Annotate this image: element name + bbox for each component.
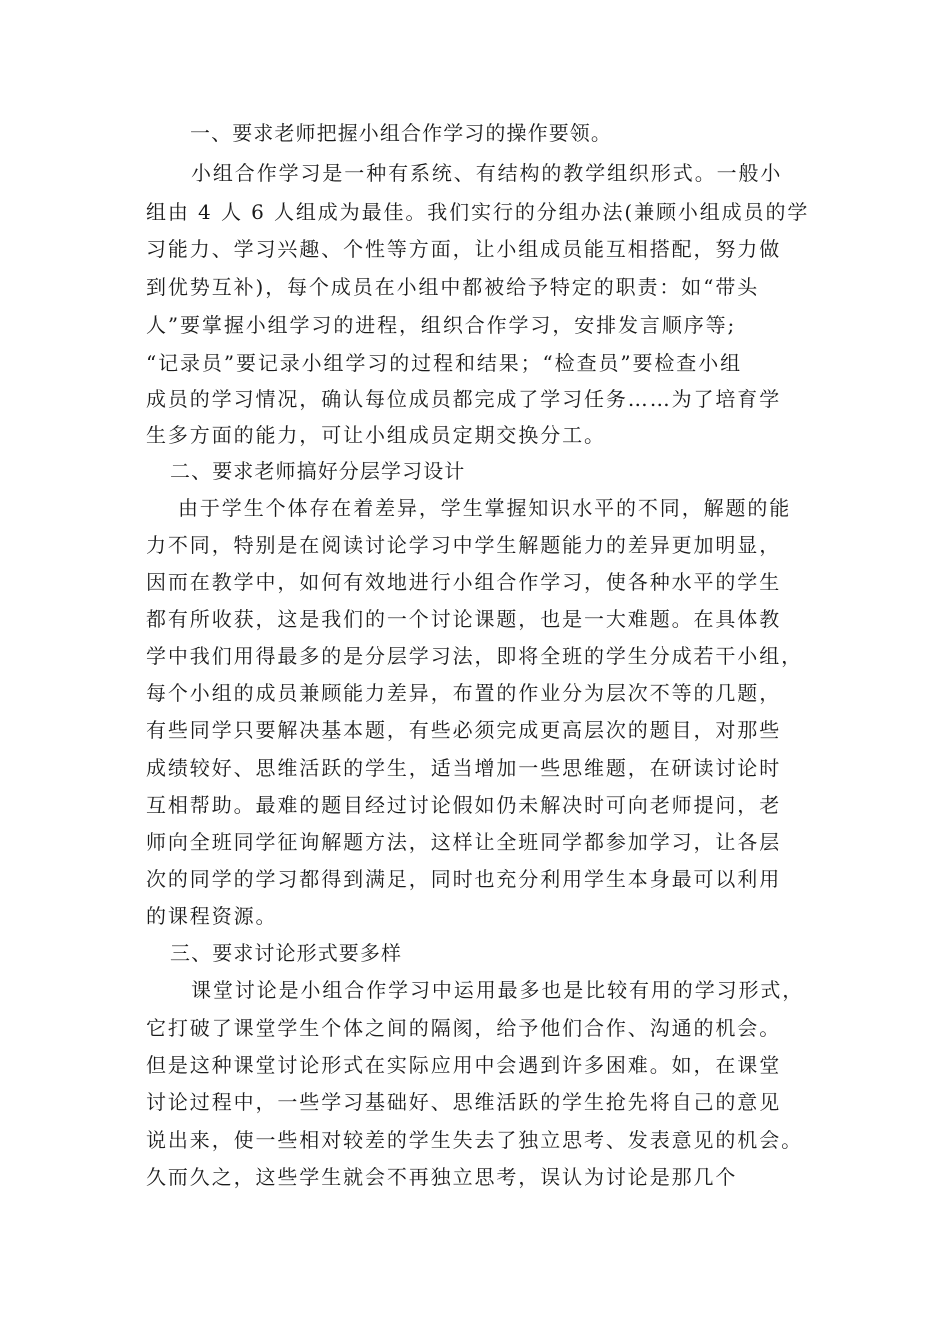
- paragraph-line: 因而在教学中，如何有效地进行小组合作学习，使各种水平的学生: [146, 570, 782, 594]
- paragraph-line: 讨论过程中，一些学习基础好、思维活跃的学生抢先将自己的意见: [146, 1090, 782, 1114]
- paragraph-line: 说出来，使一些相对较差的学生失去了独立思考、发表意见的机会。: [146, 1128, 803, 1152]
- paragraph-line: 学中我们用得最多的是分层学习法，即将全班的学生分成若干小组，: [146, 644, 803, 668]
- paragraph-line: 成绩较好、思维活跃的学生，适当增加一些思维题，在研读讨论时: [146, 756, 782, 780]
- paragraph-line: 人”要掌握小组学习的进程，组织合作学习，安排发言顺序等;: [146, 313, 737, 337]
- paragraph-line: 久而久之，这些学生就会不再独立思考，误认为讨论是那几个: [146, 1165, 738, 1189]
- paragraph-line: 都有所收获，这是我们的一个讨论课题，也是一大难题。在具体教: [146, 607, 782, 631]
- section-heading: 一、要求老师把握小组合作学习的操作要领。: [190, 121, 612, 145]
- paragraph-line: 次的同学的学习都得到满足，同时也充分利用学生本身最可以利用: [146, 867, 782, 891]
- paragraph-line: 师向全班同学征询解题方法，这样让全班同学都参加学习，让各层: [146, 830, 782, 854]
- paragraph-line: “记录员”要记录小组学习的过程和结果；“检查员”要检查小组: [146, 351, 742, 375]
- paragraph-line: 习能力、学习兴趣、个性等方面，让小组成员能互相搭配，努力做: [146, 237, 782, 261]
- paragraph-line: 的课程资源。: [146, 904, 278, 928]
- paragraph-line: 课堂讨论是小组合作学习中运用最多也是比较有用的学习形式，: [191, 978, 805, 1002]
- paragraph-line: 力不同，特别是在阅读讨论学习中学生解题能力的差异更加明显，: [146, 533, 782, 557]
- section-heading: 三、要求讨论形式要多样: [170, 941, 403, 965]
- paragraph-line: 小组合作学习是一种有系统、有结构的教学组织形式。一般小: [191, 161, 783, 185]
- paragraph-line: 到优势互补)，每个成员在小组中都被给予特定的职责：如“带头: [146, 275, 760, 299]
- paragraph-line: 互相帮助。最难的题目经过讨论假如仍未解决时可向老师提问，老: [146, 793, 782, 817]
- paragraph-line: 由于学生个体存在着差异，学生掌握知识水平的不同，解题的能: [178, 496, 792, 520]
- paragraph-line: 它打破了课堂学生个体之间的隔阂，给予他们合作、沟通的机会。: [146, 1016, 782, 1040]
- paragraph-line: 成员的学习情况，确认每位成员都完成了学习任务……为了培育学: [146, 387, 782, 411]
- paragraph-line: 但是这种课堂讨论形式在实际应用中会遇到许多困难。如，在课堂: [146, 1053, 782, 1077]
- paragraph-line: 组由 4 人 6 人组成为最佳。我们实行的分组办法(兼顾小组成员的学: [146, 200, 810, 224]
- paragraph-line: 有些同学只要解决基本题，有些必须完成更高层次的题目，对那些: [146, 718, 782, 742]
- paragraph-line: 每个小组的成员兼顾能力差异，布置的作业分为层次不等的几题，: [146, 681, 782, 705]
- paragraph-line: 生多方面的能力，可让小组成员定期交换分工。: [146, 423, 606, 447]
- section-heading: 二、要求老师搞好分层学习设计: [170, 459, 466, 483]
